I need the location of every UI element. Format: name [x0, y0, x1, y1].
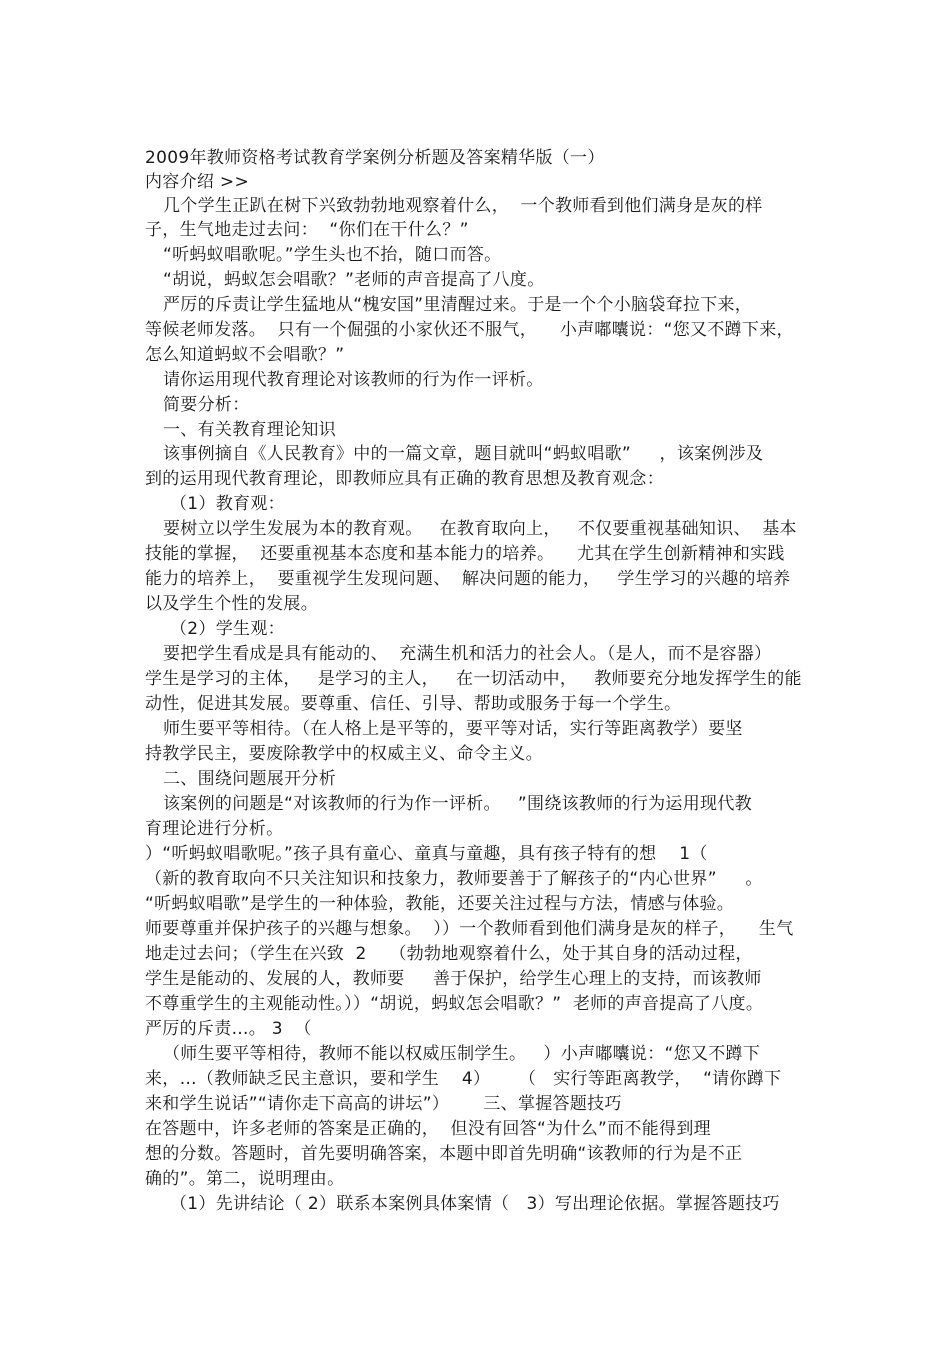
- subsection-heading: （2）学生观：: [170, 619, 285, 639]
- text-line: 几个学生正趴在树下兴致勃勃地观察着什么， 一个教师看到他们满身是灰的样: [163, 196, 763, 216]
- text-line: 来和学生说话”“请你走下高高的讲坛”） 三、掌握答题技巧: [145, 1094, 622, 1114]
- text-line: “听蚂蚁唱歌呢。”学生头也不抬，随口而答。: [163, 245, 502, 265]
- text-line: 到的运用现代教育理论，即教师应具有正确的教育思想及教育观念：: [145, 469, 664, 489]
- text-line: 来，…（教师缺乏民主意识，要和学生 4） （ 实行等距离教学， “请你蹲下: [145, 1069, 782, 1089]
- text-line: “胡说，蚂蚁怎会唱歌？”老师的声音提高了八度。: [163, 270, 545, 290]
- text-line: 子，生气地走过去问： “你们在干什么？”: [145, 220, 469, 240]
- text-line: 要把学生看成是具有能动的、 充满生机和活力的社会人。（是人，而不是容器）: [163, 644, 772, 664]
- subsection-heading: （1）教育观：: [170, 494, 285, 514]
- text-line: 想的分数。答题时，首先要明确答案，本题中即首先明确“该教师的行为是不正: [145, 1144, 743, 1164]
- text-line: 严厉的斥责…。 3 （: [145, 1019, 312, 1039]
- text-line: 育理论进行分析。: [145, 819, 284, 839]
- section-heading: 一、有关教育理论知识: [163, 420, 336, 440]
- text-line: 内容介绍 >>: [145, 172, 249, 192]
- text-line: 持教学民主，要废除教学中的权威主义、命令主义。: [145, 744, 543, 764]
- text-line: 怎么知道蚂蚁不会唱歌？”: [145, 345, 345, 365]
- text-line: 不尊重学生的主观能动性。））“胡说，蚂蚁怎会唱歌？” 老师的声音提高了八度。: [145, 994, 764, 1014]
- text-line: （师生要平等相待，教师不能以权威压制学生。 ）小声嘟囔说：“您又不蹲下: [163, 1044, 761, 1064]
- text-line: 确的”。第二，说明理由。: [145, 1169, 345, 1189]
- text-line: “听蚂蚁唱歌”是学生的一种体验，教能，还要关注过程与方法，情感与体验。: [145, 894, 735, 914]
- text-line: 地走过去问；（学生在兴致 2 （勃勃地观察着什么，处于其自身的活动过程，: [145, 944, 753, 964]
- text-line: 简要分析：: [163, 395, 250, 415]
- text-line: 学生是能动的、发展的人，教师要 善于保护，给学生心理上的支持，而该教师: [145, 969, 762, 989]
- text-line: 以及学生个性的发展。: [145, 594, 318, 614]
- text-line: 师生要平等相待。（在人格上是平等的，要平等对话，实行等距离教学）要坚: [163, 719, 743, 739]
- text-line: 要树立以学生发展为本的教育观。 在教育取向上， 不仅要重视基础知识、 基本: [163, 519, 797, 539]
- document-title: 2009年教师资格考试教育学案例分析题及答案精华版（一）: [145, 148, 605, 168]
- text-line: 学生是学习的主体， 是学习的主人， 在一切活动中， 教师要充分地发挥学生的能: [145, 669, 802, 689]
- text-line: 动性，促进其发展。要尊重、信任、引导、帮助或服务于每一个学生。: [145, 694, 682, 714]
- text-line: 在答题中，许多老师的答案是正确的， 但没有回答“为什么”而不能得到理: [145, 1119, 711, 1139]
- text-line: 师要尊重并保护孩子的兴趣与想象。 ））一个教师看到他们满身是灰的样子， 生气: [145, 919, 794, 939]
- text-line: 请你运用现代教育理论对该教师的行为作一评析。: [163, 370, 544, 390]
- text-line: 能力的培养上， 要重视学生发现问题、 解决问题的能力， 学生学习的兴趣的培养: [145, 569, 791, 589]
- text-line: ）“听蚂蚁唱歌呢。”孩子具有童心、童真与童趣，具有孩子特有的想 1（: [145, 844, 708, 864]
- text-line: 等候老师发落。 只有一个倔强的小家伙还不服气， 小声嘟囔说：“您又不蹲下来，: [145, 320, 794, 340]
- text-line: 严厉的斥责让学生猛地从“槐安国”里清醒过来。于是一个个小脑袋耷拉下来，: [163, 295, 753, 315]
- text-line: 技能的掌握， 还要重视基本态度和基本能力的培养。 尤其在学生创新精神和实践: [145, 544, 785, 564]
- text-line: （新的教育取向不只关注知识和技象力，教师要善于了解孩子的“内心世界” 。: [145, 869, 763, 889]
- text-line: 该事例摘自《人民教育》中的一篇文章，题目就叫“蚂蚁唱歌” ，该案例涉及: [163, 444, 764, 464]
- text-line: （1）先讲结论（ 2）联系本案例具体案情（ 3）写出理论依据。掌握答题技巧: [170, 1194, 780, 1214]
- text-line: 该案例的问题是“对该教师的行为作一评析。 ”围绕该教师的行为运用现代教: [163, 794, 752, 814]
- section-heading: 二、围绕问题展开分析: [163, 769, 336, 789]
